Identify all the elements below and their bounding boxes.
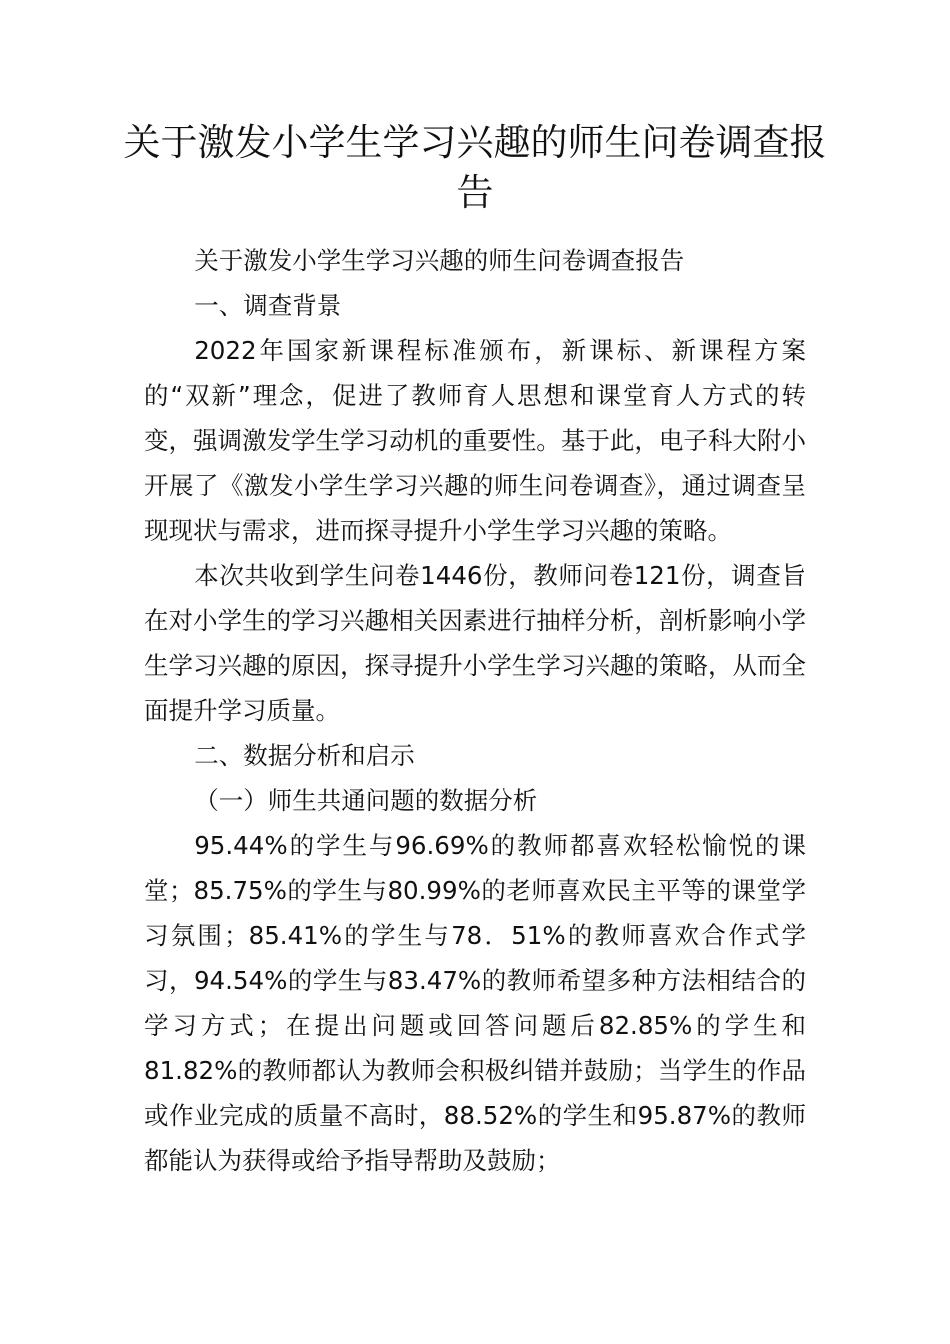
document-title: 关于激发小学生学习兴趣的师生问卷调查报告 (123, 121, 827, 214)
paragraph-common-issues-data: 95.44%的学生与96.69%的教师都喜欢轻松愉悦的课堂；85.75%的学生与80.99%的老师喜欢民主平等的课堂学习氛围；85.41%的学生与78．51%的教师喜欢合作式学习，94.54%的学生与83.47%的教师希望多种方法相结合的学习方式；在提出问题或回答问题后82.85%的学生和81.82%的教师都认为教师会积极纠错并鼓励；当学生的作品或作业完成的质量不高时，88.52%的学生和95.87%的教师都能认为获得或给予指导帮助及鼓励； (144, 831, 806, 1175)
section-heading-analysis: 二、数据分析和启示 (194, 741, 415, 770)
section-heading-background: 一、调查背景 (194, 291, 342, 320)
paragraph-background: 2022年国家新课程标准颁布，新课标、新课程方案的“双新”理念，促进了教师育人思想和课堂育人方式的转变，强调激发学生学习动机的重要性。基于此，电子科大附小开展了《激发小学生学习兴趣的师生问卷调查》，通过调查呈现现状与需求，进而探寻提升小学生学习兴趣的策略。 (144, 336, 806, 545)
paragraph-survey-scope: 本次共收到学生问卷1446份，教师问卷121份，调查旨在对小学生的学习兴趣相关因素进行抽样分析，剖析影响小学生学习兴趣的原因，探寻提升小学生学习兴趣的策略，从而全面提升学习质量。 (144, 561, 806, 725)
paragraph-subtitle: 关于激发小学生学习兴趣的师生问卷调查报告 (194, 246, 685, 275)
subsection-heading-common-issues: （一）师生共通问题的数据分析 (194, 786, 538, 815)
document-body (144, 238, 806, 1183)
